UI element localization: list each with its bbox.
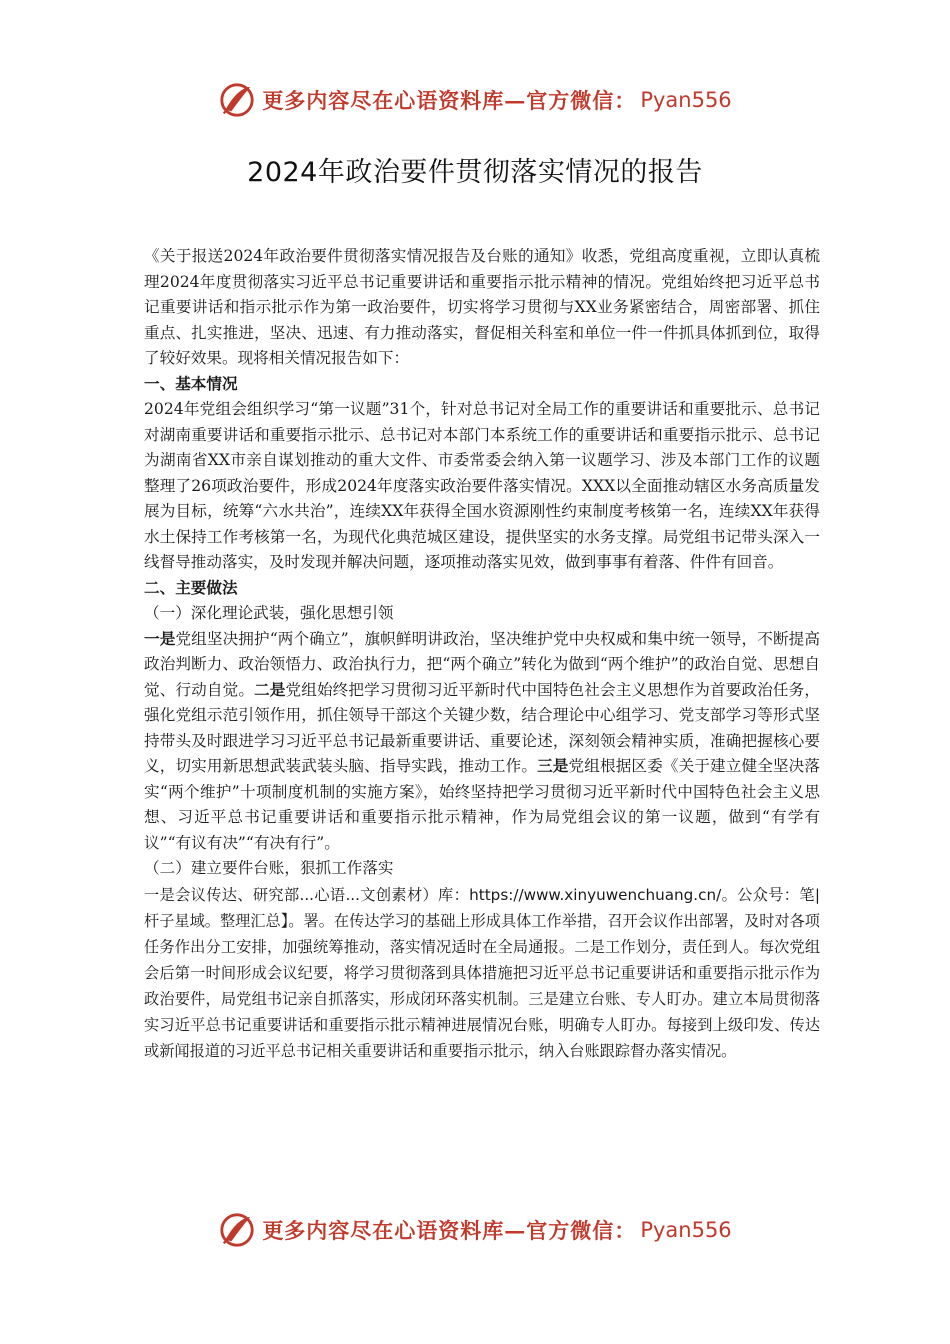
- lead-label-3: 三是: [537, 757, 569, 775]
- lead-label-2: 二是: [254, 680, 286, 699]
- intro-paragraph: 《关于报送2024年政治要件贯彻落实情况报告及台账的通知》收悉，党组高度重视，立即认真梳理2024年度贯彻落实习近平总书记重要讲话和重要指示批示精神的情况。党组始终把习近平总书记重要讲话和指示批示作为第一政治要件，切实将学习贯彻与XX业务紧密结合，周密部署、抓住重点、扎实推进，坚决、迅速、有力推动落实，督促相关科室和单位一件一件抓具体抓到位，取得了较好效果。现将相关情况报告如下：: [144, 247, 820, 367]
- document-body: [144, 244, 820, 1064]
- section1-heading: 一、基本情况: [144, 374, 238, 393]
- subsection1-text-2: 党组始终把学习贯彻习近平新时代中国特色社会主义思想作为首要政治任务，强化党组示范引领作用，抓住领导干部这个关键少数，结合理论中心组学习、党支部学习等形式坚持带头及时跟进学习习近平总书记最新重要讲话、重要论述，深刻领会精神实质，准确把握核心要义，切实用新思想武装武装头脑、指导实践，推动工作。: [144, 680, 820, 775]
- banner-wechat-id: Pyan556: [640, 1218, 732, 1242]
- subsection2-paragraph: 一是会议传达、研究部...心语...文创素材）库：https://www.xinyuwenchuang.cn/。公众号：笔|杆子星域。整理汇总】。署。在传达学习的基础上形成具体工作举措，召开会议作出部署，及时对各项任务作出分工安排，加强统筹推动，落实情况适时在全局通报。二是工作划分，责任到人。每次党组会后第一时间形成会议纪要，将学习贯彻落到具体措施把习近平总书记重要讲话和重要指示批示作为政治要件，局党组书记亲自抓落实，形成闭环落实机制。三是建立台账、专人盯办。建立本局贯彻落实习近平总书记重要讲话和重要指示批示精神进展情况台账，明确专人盯办。每接到上级印发、传达或新闻报道的习近平总书记相关重要讲话和重要指示批示，纳入台账跟踪督办落实情况。: [144, 885, 820, 1060]
- subsection1-paragraph: [144, 627, 820, 857]
- section2-heading: 二、主要做法: [144, 578, 238, 597]
- banner-wechat-id: Pyan556: [640, 88, 732, 112]
- brand-logo-icon: [218, 81, 256, 119]
- banner-text: 更多内容尽在心语资料库—官方微信：: [262, 1218, 637, 1243]
- lead-label-1: 一是: [144, 629, 176, 648]
- subsection1-heading: （一）深化理论武装，强化思想引领: [144, 604, 394, 622]
- section1-paragraph: 2024年党组会组织学习“第一议题”31个，针对总书记对全局工作的重要讲话和重要批示、总书记对湖南重要讲话和重要指示批示、总书记对本部门本系统工作的重要讲话和重要指示批示、总书记为湖南省XX市亲自谋划推动的重大文件、市委常委会纳入第一议题学习、涉及本部门工作的议题整理了26项政治要件，形成2024年度落实政治要件落实情况。XXX以全面推动辖区水务高质量发展为目标，统筹“六水共治”，连续XX年获得全国水资源刚性约束制度考核第一名，连续XX年获得水土保持工作考核第一名，为现代化典范城区建设，提供坚实的水务支撑。局党组书记带头深入一线督导推动落实，及时发现并解决问题，逐项推动落实见效，做到事事有着落、件件有回音。: [144, 400, 820, 571]
- brand-logo-icon: [218, 1211, 256, 1249]
- document-title: 2024年政治要件贯彻落实情况的报告: [247, 157, 703, 188]
- header-banner: [0, 78, 950, 122]
- subsection2-heading: （二）建立要件台账，狠抓工作落实: [144, 859, 394, 877]
- footer-banner: [0, 1208, 950, 1252]
- banner-text: 更多内容尽在心语资料库—官方微信：: [262, 88, 637, 113]
- subsection1-text-1: 党组坚决拥护“两个确立”，旗帜鲜明讲政治，坚决维护党中央权威和集中统一领导，不断提高政治判断力、政治领悟力、政治执行力，把“两个确立”转化为做到“两个维护”的政治自觉、思想自觉、行动自觉。: [144, 629, 820, 699]
- subsection1-text-3: 党组根据区委《关于建立健全坚决落实“两个维护”十项制度机制的实施方案》，始终坚持把学习贯彻习近平新时代中国特色社会主义思想、习近平总书记重要讲话和重要指示批示精神，作为局党组会议的第一议题，做到“有学有议”“有议有决”“有决有行”。: [144, 757, 820, 852]
